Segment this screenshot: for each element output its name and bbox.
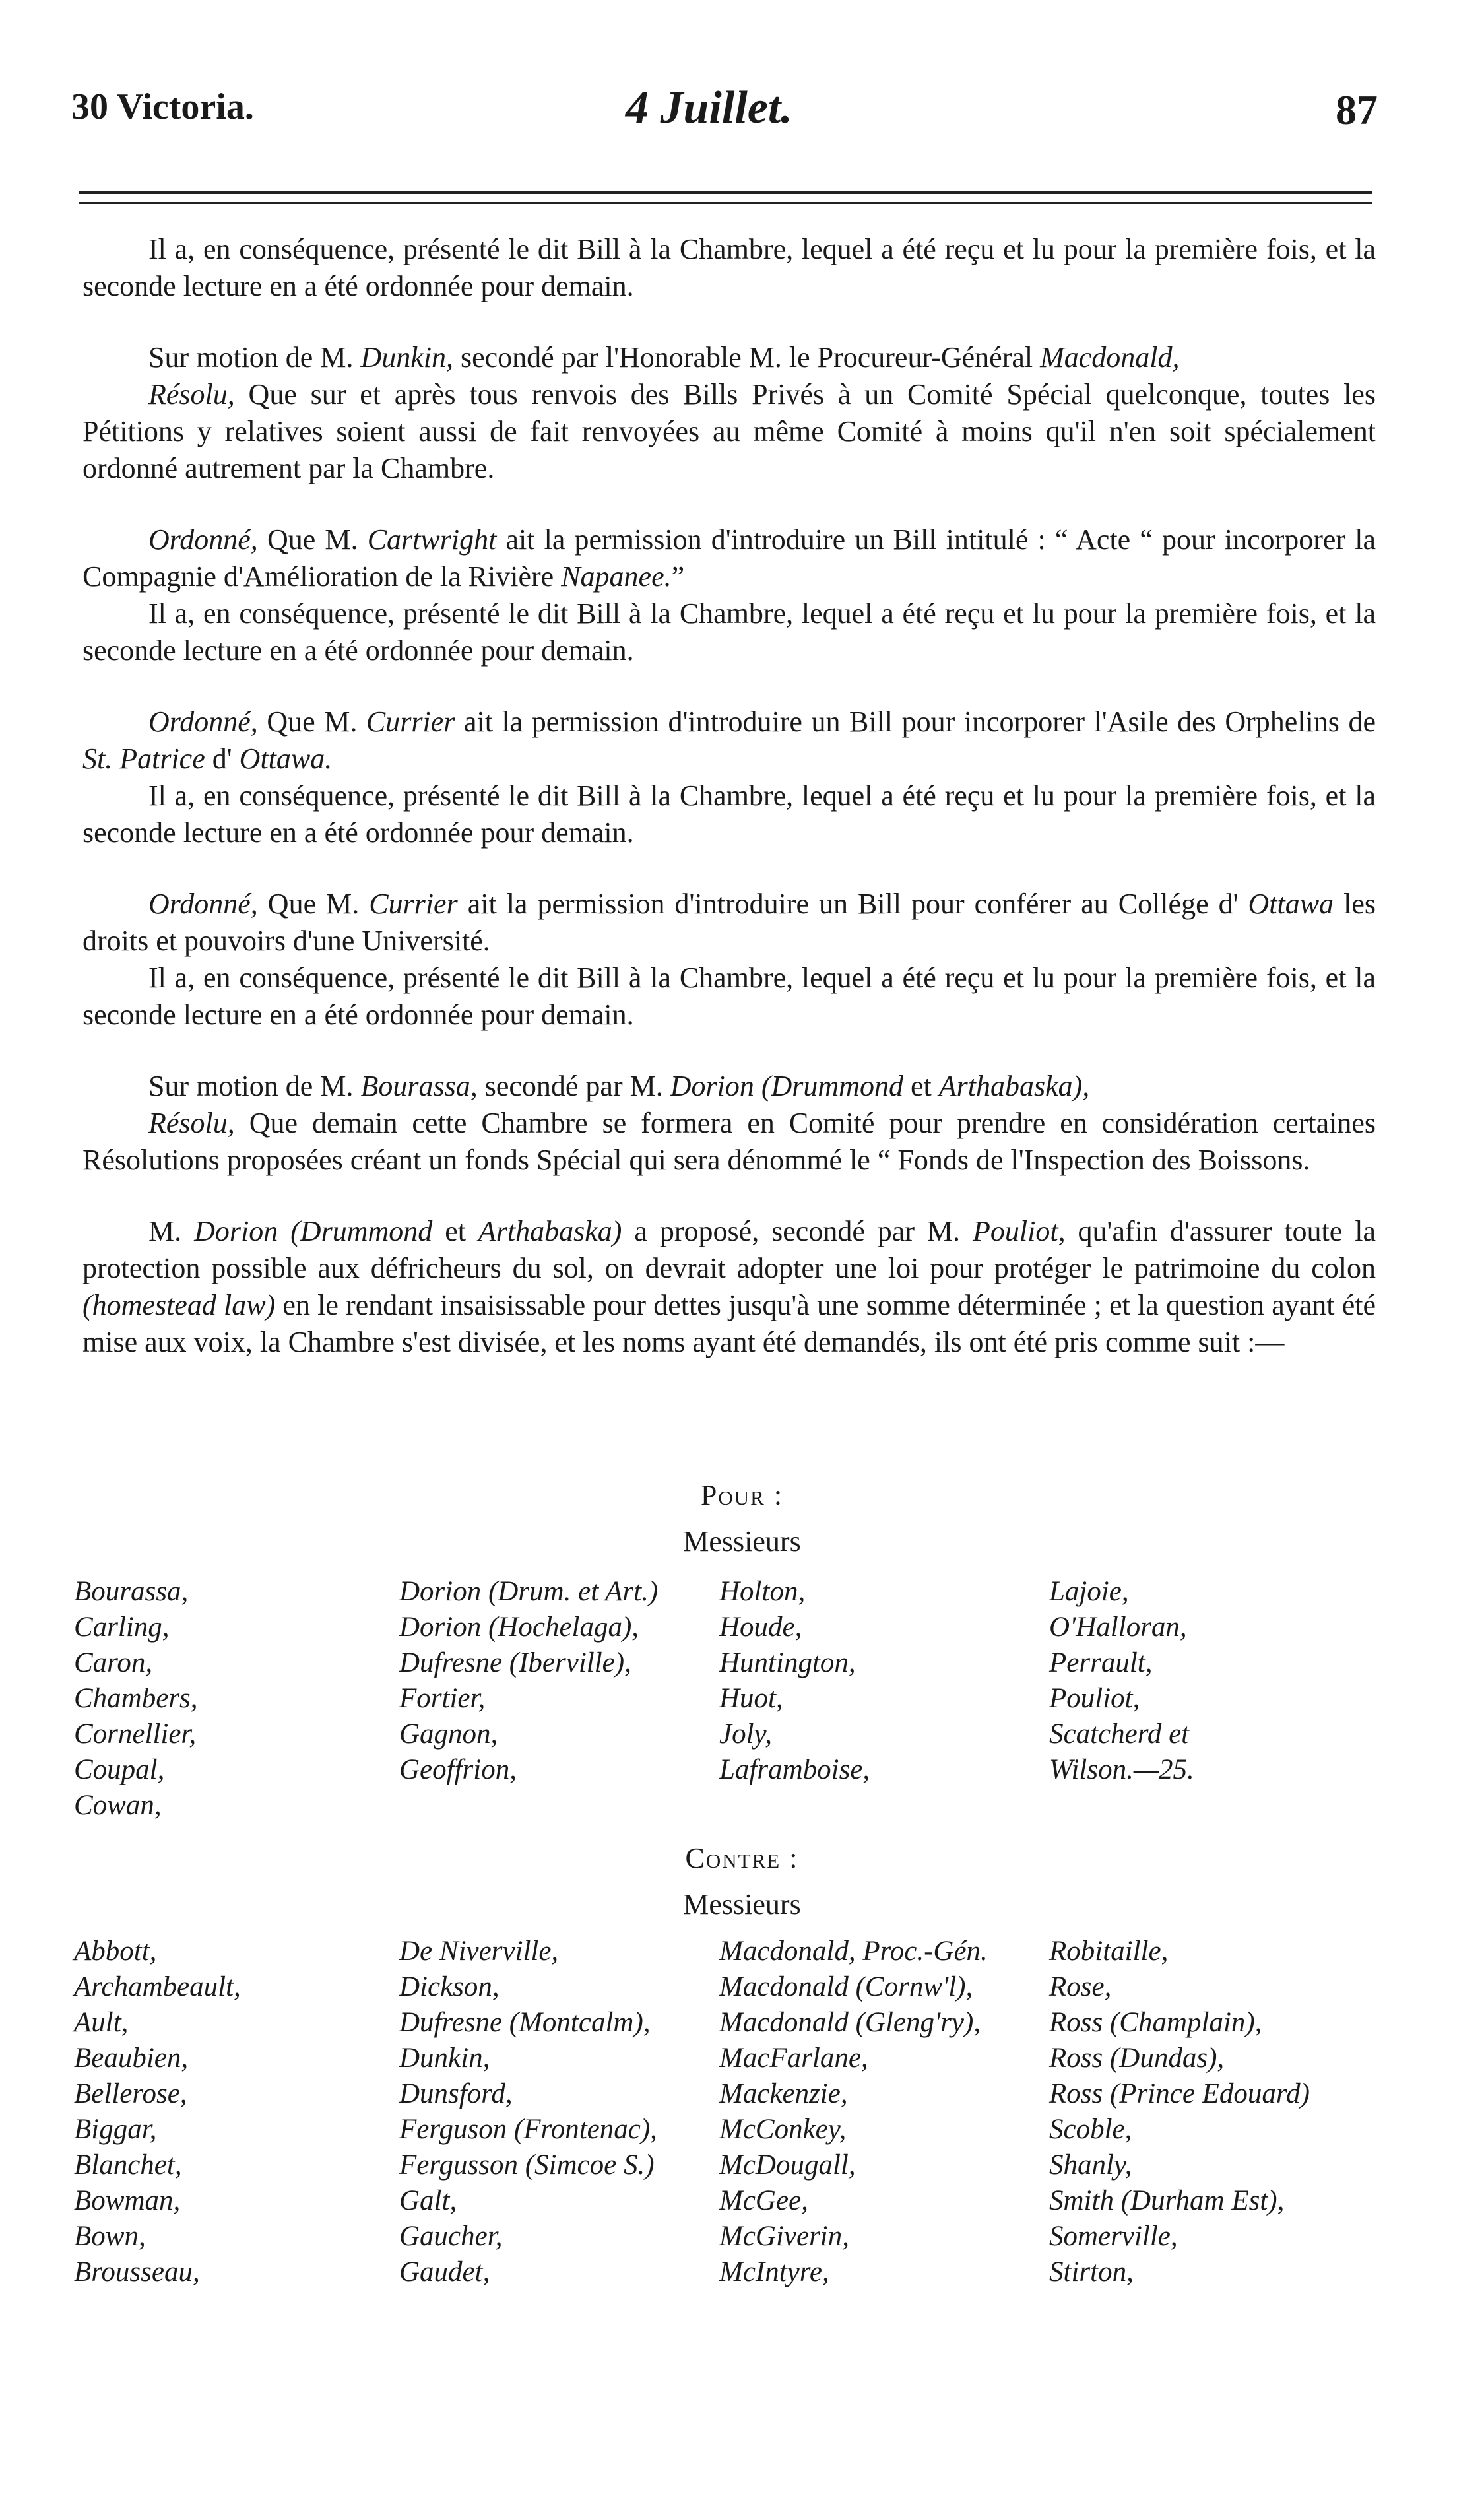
list-item: Cowan, (74, 1790, 162, 1821)
list-item: Ross (Dundas), (1049, 2043, 1225, 2074)
paragraph-8: Ordonné, Que M. Currier ait la permission d'introduire un Bill pour conférer au Collége d' Ottawa les droits et pouvoirs d'une Université. (82, 888, 1376, 957)
pour-messieurs: Messieurs (683, 1525, 801, 1558)
list-item: Macdonald (Gleng'ry), (719, 2007, 981, 2038)
list-item: Mackenzie, (719, 2078, 848, 2109)
list-item: Pouliot, (1049, 1683, 1140, 1714)
list-item: McDougall, (719, 2150, 856, 2181)
list-item: Dorion (Hochelaga), (399, 1612, 639, 1643)
list-item: Perrault, (1049, 1647, 1153, 1678)
list-item: Galt, (399, 2185, 457, 2216)
list-item: Abbott, (74, 1936, 157, 1967)
list-item: Caron, (74, 1647, 153, 1678)
list-item: O'Halloran, (1049, 1612, 1187, 1643)
pour-column-2 (399, 1574, 658, 1788)
header-session: 30 Victoria. (71, 86, 254, 127)
list-item: Scoble, (1049, 2114, 1132, 2145)
list-item: McGiverin, (719, 2221, 850, 2252)
list-item: Stirton, (1049, 2256, 1134, 2287)
list-item: McConkey, (719, 2114, 847, 2145)
list-item: Archambeault, (74, 1971, 241, 2002)
list-item: Rose, (1049, 1971, 1112, 2002)
list-item: Joly, (719, 1719, 772, 1750)
contre-column-3 (719, 1934, 988, 2290)
contre-column-1 (74, 1934, 241, 2290)
list-item: Dufresne (Montcalm), (399, 2007, 651, 2038)
list-item: Houde, (719, 1612, 802, 1643)
pour-column-3 (719, 1574, 870, 1788)
list-item: Ross (Prince Edouard) (1049, 2078, 1310, 2109)
page-header (71, 82, 1378, 152)
list-item: De Niverville, (399, 1936, 559, 1967)
list-item: Ault, (74, 2007, 129, 2038)
list-item: Dufresne (Iberville), (399, 1647, 631, 1678)
list-item: Somerville, (1049, 2221, 1178, 2252)
list-item: MacFarlane, (719, 2043, 868, 2074)
header-date: 4 Juillet. (626, 82, 792, 133)
pour-column-1 (74, 1574, 198, 1823)
list-item: Coupal, (74, 1754, 165, 1785)
list-item: Fortier, (399, 1683, 486, 1714)
pour-heading: Pour : (700, 1479, 784, 1511)
contre-messieurs: Messieurs (683, 1888, 801, 1921)
paragraph-12: M. Dorion (Drummond et Arthabaska) a proposé, secondé par M. Pouliot, qu'afin d'assurer toute la protection possible aux défricheurs du sol, on devrait adopter une loi pour protéger le patrimoine du colon (homestead law) en le rendant insaisissable pour dettes jusqu'à une somme déterminée ; et la question ayant été mise aux voix, la Chambre s'est divisée, et les noms ayant été demandés, ils ont été pris comme suit :— (82, 1215, 1376, 1358)
list-item: Ferguson (Frontenac), (399, 2114, 657, 2145)
list-item: Macdonald, Proc.-Gén. (719, 1936, 988, 1967)
list-item: Dunsford, (399, 2078, 513, 2109)
paragraph-7: Il a, en conséquence, présenté le dit Bill à la Chambre, lequel a été reçu et lu pour la première fois, et la seconde lecture en a été ordonnée pour demain. (82, 779, 1376, 849)
list-item: Chambers, (74, 1683, 198, 1714)
list-item: Laframboise, (719, 1754, 870, 1785)
paragraph-9: Il a, en conséquence, présenté le dit Bill à la Chambre, lequel a été reçu et lu pour la première fois, et la seconde lecture en a été ordonnée pour demain. (82, 962, 1376, 1031)
list-item: Cornellier, (74, 1719, 197, 1750)
list-item: Bowman, (74, 2185, 181, 2216)
pour-column-4 (1049, 1574, 1194, 1788)
page-number: 87 (1336, 86, 1378, 133)
list-item: Bourassa, (74, 1576, 189, 1607)
list-item: Geoffrion, (399, 1754, 517, 1785)
list-item: Lajoie, (1049, 1576, 1129, 1607)
list-item: McGee, (719, 2185, 808, 2216)
list-item: Gaudet, (399, 2256, 490, 2287)
list-item: Bown, (74, 2221, 146, 2252)
list-item: Macdonald (Cornw'l), (719, 1971, 973, 2002)
list-item: Holton, (719, 1576, 806, 1607)
list-item: Fergusson (Simcoe S.) (399, 2150, 655, 2181)
list-item: Gagnon, (399, 1719, 498, 1750)
list-item: Dunkin, (399, 2043, 490, 2074)
paragraph-4: Ordonné, Que M. Cartwright ait la permission d'introduire un Bill intitulé : “ Acte “ pour incorporer la Compagnie d'Amélioration de la Rivière Napanee.” (82, 523, 1376, 593)
paragraph-10: Sur motion de M. Bourassa, secondé par M. Dorion (Drummond et Arthabaska), (148, 1070, 1090, 1102)
contre-heading: Contre : (685, 1842, 799, 1874)
paragraph-3: Résolu, Que sur et après tous renvois des Bills Privés à un Comité Spécial quelconque, toutes les Pétitions y relatives soient aussi de fait renvoyées au même Comité à moins qu'il n'en soit spécialement ordonné autrement par la Chambre. (82, 378, 1376, 484)
list-item: Wilson.—25. (1049, 1754, 1194, 1785)
header-rule-bottom (79, 202, 1372, 204)
list-item: McIntyre, (719, 2256, 829, 2287)
paragraph-2: Sur motion de M. Dunkin, secondé par l'Honorable M. le Procureur-Général Macdonald, (148, 341, 1180, 374)
list-item: Smith (Durham Est), (1049, 2185, 1285, 2216)
list-item: Biggar, (74, 2114, 157, 2145)
contre-column-4 (1049, 1934, 1310, 2290)
list-item: Shanly, (1049, 2150, 1132, 2181)
paragraph-11: Résolu, Que demain cette Chambre se formera en Comité pour prendre en considération certaines Résolutions proposées créant un fonds Spécial qui sera dénommé le “ Fonds de l'Inspection des Boissons. (82, 1107, 1376, 1176)
contre-column-2 (399, 1934, 657, 2290)
list-item: Scatcherd et (1049, 1719, 1190, 1750)
body-text (82, 231, 1376, 1361)
paragraph-1: Il a, en conséquence, présenté le dit Bill à la Chambre, lequel a été reçu et lu pour la première fois, et la seconde lecture en a été ordonnée pour demain. (82, 233, 1376, 302)
header-rule-top (79, 191, 1372, 194)
paragraph-6: Ordonné, Que M. Currier ait la permission d'introduire un Bill pour incorporer l'Asile des Orphelins de St. Patrice d' Ottawa. (82, 706, 1376, 775)
list-item: Brousseau, (74, 2256, 200, 2287)
list-item: Beaubien, (74, 2043, 189, 2074)
list-item: Dickson, (399, 1971, 500, 2002)
list-item: Carling, (74, 1612, 170, 1643)
list-item: Ross (Champlain), (1049, 2007, 1262, 2038)
list-item: Dorion (Drum. et Art.) (399, 1576, 659, 1607)
list-item: Huntington, (719, 1647, 856, 1678)
list-item: Robitaille, (1049, 1936, 1169, 1967)
paragraph-5: Il a, en conséquence, présenté le dit Bill à la Chambre, lequel a été reçu et lu pour la première fois, et la seconde lecture en a été ordonnée pour demain. (82, 597, 1376, 667)
list-item: Gaucher, (399, 2221, 503, 2252)
list-item: Bellerose, (74, 2078, 187, 2109)
list-item: Blanchet, (74, 2150, 182, 2181)
list-item: Huot, (719, 1683, 783, 1714)
